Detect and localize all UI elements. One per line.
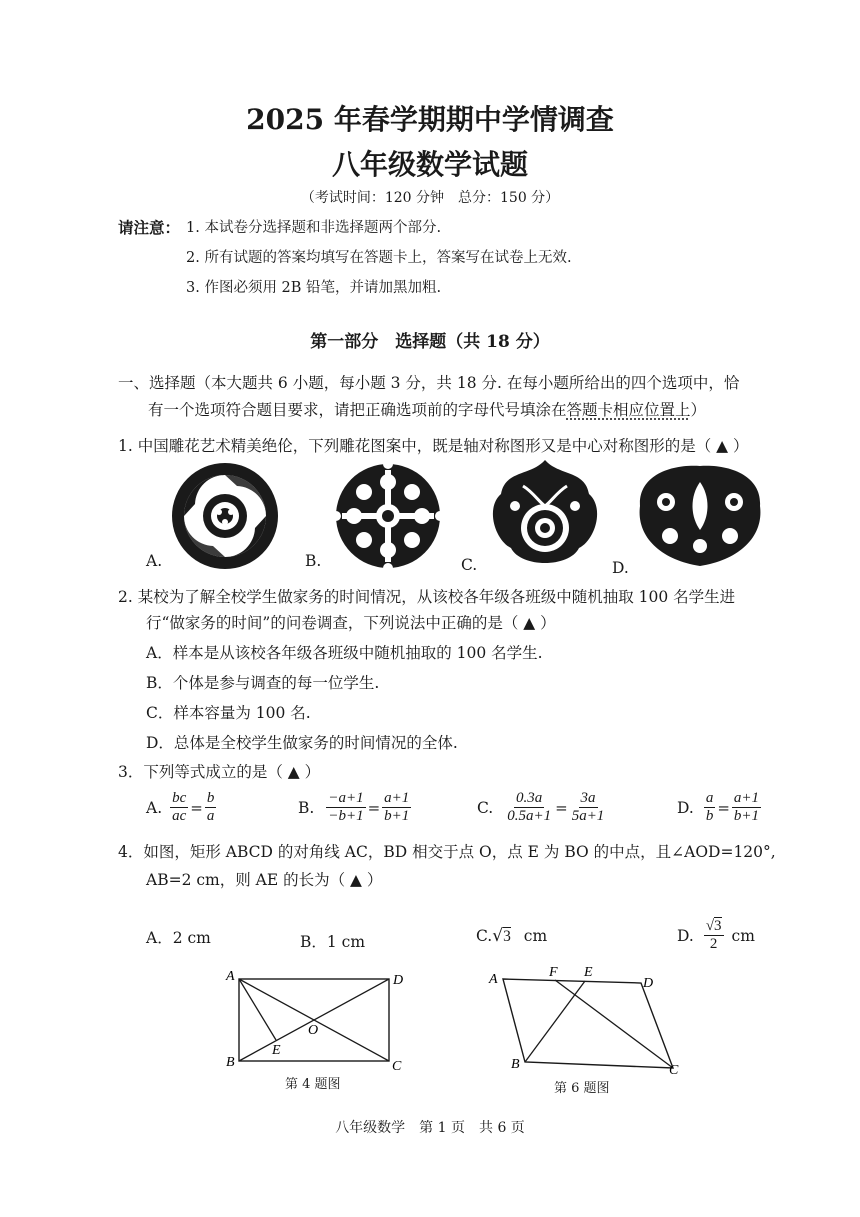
q4-d-fraction — [704, 918, 724, 953]
q3-option-c — [477, 790, 606, 825]
point-label-e: E — [584, 965, 593, 980]
segment-ae — [239, 979, 276, 1040]
point-label-o: O — [308, 1023, 319, 1038]
equals-sign: = — [190, 798, 203, 817]
numerator: −a+1 — [328, 790, 364, 806]
point-label-b: B — [226, 1055, 235, 1070]
equals-sign: = — [717, 798, 730, 817]
q4-stem-line2: AB=2 cm，则 AE 的长为（ ▲ ） — [146, 871, 383, 889]
section-intro-line1: 一、选择题（本大题共 6 小题，每小题 3 分，共 18 分. 在每小题所给出的四个选项中，恰 — [118, 374, 740, 392]
denominator: −b+1 — [328, 808, 364, 824]
q4-c-label: C. — [476, 927, 493, 945]
denominator: b+1 — [384, 808, 410, 824]
denominator: 5a+1 — [571, 808, 605, 824]
section-intro-text: 有一个选项符合题目要求，请把正确选项前的字母代号填涂在 — [148, 401, 567, 419]
q1-label-c: C. — [461, 556, 478, 574]
pattern-a-image — [172, 463, 278, 569]
point-label-d: D — [643, 976, 654, 991]
notice-label: 请注意： — [118, 218, 181, 237]
q4-option-d — [677, 918, 755, 953]
q3-option-a — [146, 790, 216, 825]
point-label-e: E — [272, 1043, 281, 1058]
sqrt-sign: √ — [705, 918, 715, 934]
notice-item-1: 1. 本试卷分选择题和非选择题两个部分. — [186, 220, 442, 236]
notice-item-3: 3. 作图必须用 2B 铅笔，并请加黑加粗. — [186, 280, 442, 296]
q4-option-c — [476, 926, 547, 946]
pattern-c-image — [493, 460, 597, 563]
numerator: 3a — [580, 790, 596, 806]
q3-option-d — [677, 790, 761, 825]
q3-b-left-fraction — [326, 790, 365, 825]
point-label-f: F — [549, 965, 558, 980]
numerator — [704, 918, 724, 936]
q3-a-left-fraction — [170, 790, 188, 825]
q3-stem: 3．下列等式成立的是（ ▲ ） — [118, 763, 321, 781]
point-label-b: B — [511, 1057, 520, 1072]
parallelogram-abcd — [503, 979, 673, 1068]
q4-c-unit: cm — [523, 927, 548, 945]
q1-label-d: D. — [612, 559, 629, 577]
q2-option-d: D．总体是全校学生做家务的时间情况的全体. — [146, 734, 458, 752]
exam-title: 2025 年春学期期中学情调查 — [246, 103, 614, 136]
q3-d-label: D. — [677, 798, 694, 817]
q2-option-a: A．样本是从该校各年级各班级中随机抽取的 100 名学生. — [146, 644, 543, 662]
equals-sign: = — [555, 798, 568, 817]
q3-c-label: C. — [477, 798, 494, 817]
segment-fc — [555, 980, 673, 1068]
q4-c-radicand: 3 — [503, 928, 511, 945]
exam-info: （考试时间：120 分钟 总分：150 分） — [300, 190, 560, 206]
segment-eb — [525, 981, 585, 1062]
q3-a-right-fraction — [205, 790, 217, 825]
section-heading: 第一部分 选择题（共 18 分） — [310, 332, 550, 352]
numerator: b — [206, 790, 215, 806]
q3-d-left-fraction — [704, 790, 716, 825]
q3-a-label: A. — [146, 798, 163, 817]
notice-item-2: 2. 所有试题的答案均填写在答题卡上，答案写在试卷上无效. — [186, 250, 572, 266]
numerator: 0.3a — [516, 790, 543, 806]
q1-label-a: A. — [146, 552, 163, 570]
equals-sign: = — [367, 798, 381, 817]
denominator: 2 — [709, 936, 718, 952]
numerator: a+1 — [733, 790, 760, 806]
q3-c-right-fraction — [570, 790, 607, 825]
q3-b-right-fraction — [382, 790, 411, 825]
q4-option-a: A．2 cm — [146, 929, 211, 947]
figure-4-caption: 第 4 题图 — [285, 1077, 341, 1092]
q4-d-label: D. — [677, 926, 694, 945]
sqrt-sign: √ — [492, 926, 504, 946]
point-label-a: A — [226, 969, 235, 984]
point-label-c: C — [392, 1059, 402, 1074]
q4-stem-line1: 4．如图，矩形 ABCD 的对角线 AC，BD 相交于点 O，点 E 为 BO 的中点，且∠AOD=120°, — [118, 843, 776, 861]
pattern-d-image — [640, 466, 761, 566]
q3-b-label: B. — [298, 798, 315, 817]
section-intro-emphasis: 答题卡相应位置上 — [566, 401, 691, 419]
section-intro-close: ） — [690, 401, 707, 419]
q4-d-unit: cm — [731, 926, 755, 945]
denominator: a — [206, 808, 215, 824]
page-footer: 八年级数学 第 1 页 共 6 页 — [335, 1120, 525, 1136]
denominator: b+1 — [733, 808, 760, 824]
numerator: a — [705, 790, 714, 806]
denominator: 0.5a+1 — [507, 808, 552, 824]
numerator: bc — [172, 790, 187, 806]
point-label-a: A — [489, 972, 498, 987]
q1-stem: 1. 中国雕花艺术精美绝伦，下列雕花图案中，既是轴对称图形又是中心对称图形的是（ ▲ ） — [118, 437, 749, 455]
figure-6 — [485, 962, 695, 1082]
point-label-d: D — [393, 973, 404, 988]
q2-stem-line2: 行“做家务的时间”的问卷调查，下列说法中正确的是（ ▲ ） — [146, 614, 556, 632]
q2-option-c: C．样本容量为 100 名. — [146, 704, 311, 722]
radicand: 3 — [714, 918, 722, 934]
q4-option-b: B．1 cm — [300, 933, 366, 951]
figure-6-caption: 第 6 题图 — [554, 1081, 610, 1096]
q3-c-left-fraction — [505, 790, 553, 825]
q3-d-right-fraction — [732, 790, 761, 825]
q1-label-b: B. — [305, 552, 322, 570]
q2-stem-line1: 2. 某校为了解全校学生做家务的时间情况，从该校各年级各班级中随机抽取 100 名学生进 — [118, 588, 736, 606]
denominator: ac — [172, 808, 187, 824]
point-label-c: C — [669, 1063, 679, 1078]
pattern-b-image — [331, 459, 445, 573]
numerator: a+1 — [384, 790, 410, 806]
q2-option-b: B．个体是参与调查的每一位学生. — [146, 674, 380, 692]
q3-option-b — [298, 790, 411, 825]
section-intro-line2 — [148, 398, 706, 420]
exam-subtitle: 八年级数学试题 — [331, 148, 528, 181]
denominator: b — [705, 808, 714, 824]
